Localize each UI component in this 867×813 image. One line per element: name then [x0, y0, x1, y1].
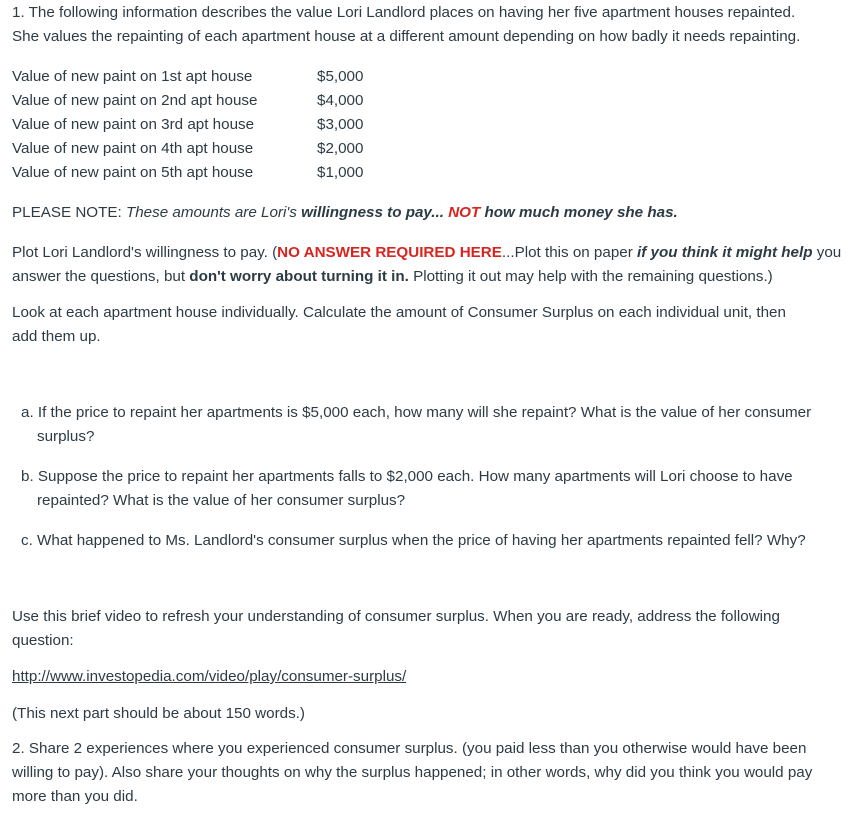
note-italic: These amounts are Lori's — [125, 204, 302, 221]
video-instruction-line-2: question: — [12, 632, 74, 649]
plot-text-c: you — [812, 244, 842, 261]
plot-instruction-line-2 — [12, 267, 773, 287]
plot-instruction-line-1 — [12, 243, 841, 263]
plot-text-bold: don't worry about turning it in. — [189, 268, 409, 285]
note-bold-2: how much money she has. — [480, 204, 678, 221]
plot-text-d: answer the questions, but — [12, 268, 190, 285]
note-prefix: PLEASE NOTE: — [12, 204, 126, 221]
look-instruction-line-2: add them up. — [12, 328, 101, 345]
row-label: Value of new paint on 5th apt house — [12, 164, 254, 181]
no-answer-required: NO ANSWER REQUIRED HERE — [277, 244, 502, 261]
row-value: $4,000 — [317, 92, 364, 109]
word-count-note: (This next part should be about 150 words.) — [12, 705, 305, 722]
question-2-line-1: 2. Share 2 experiences where you experienced consumer surplus. (you paid less than you otherwise would have been — [12, 740, 807, 757]
video-link[interactable]: http://www.investopedia.com/video/play/consumer-surplus/ — [12, 668, 407, 685]
question-1-line-2: She values the repainting of each apartment house at a different amount depending on how badly it needs repainting. — [12, 28, 801, 45]
look-instruction-line-1: Look at each apartment house individually. Calculate the amount of Consumer Surplus on each individual unit, then — [12, 304, 786, 321]
question-2-line-3: more than you did. — [12, 788, 138, 805]
question-1-line-1: 1. The following information describes the value Lori Landlord places on having her five apartment houses repainted. — [12, 4, 796, 21]
plot-text-e: Plotting it out may help with the remaining questions.) — [408, 268, 773, 285]
row-label: Value of new paint on 2nd apt house — [12, 92, 258, 109]
plot-text-a: Plot Lori Landlord's willingness to pay. ( — [12, 244, 278, 261]
question-b-line-1: b. Suppose the price to repaint her apartments falls to $2,000 each. How many apartments will Lori choose to have — [21, 468, 793, 485]
question-a-line-1: a. If the price to repaint her apartments is $5,000 each, how many will she repaint? What is the value of her consumer — [21, 404, 812, 421]
note-not: NOT — [448, 204, 481, 221]
row-label: Value of new paint on 3rd apt house — [12, 116, 255, 133]
please-note — [12, 203, 678, 223]
question-c-line-1: c. What happened to Ms. Landlord's consumer surplus when the price of having her apartments repainted fell? Why? — [21, 532, 806, 549]
note-bold-1: willingness to pay... — [301, 204, 449, 221]
video-link-line — [12, 667, 406, 687]
row-value: $5,000 — [317, 68, 364, 85]
question-b-line-2: repainted? What is the value of her consumer surplus? — [37, 492, 406, 509]
row-label: Value of new paint on 4th apt house — [12, 140, 254, 157]
plot-text-bold-italic: if you think it might help — [637, 244, 813, 261]
row-value: $3,000 — [317, 116, 364, 133]
plot-text-b: ...Plot this on paper — [501, 244, 638, 261]
video-instruction-line-1: Use this brief video to refresh your understanding of consumer surplus. When you are ready, address the following — [12, 608, 780, 625]
row-value: $1,000 — [317, 164, 364, 181]
question-a-line-2: surplus? — [37, 428, 95, 445]
question-2-line-2: willing to pay). Also share your thoughts on why the surplus happened; in other words, why did you think you would pay — [12, 764, 813, 781]
row-label: Value of new paint on 1st apt house — [12, 68, 253, 85]
row-value: $2,000 — [317, 140, 364, 157]
